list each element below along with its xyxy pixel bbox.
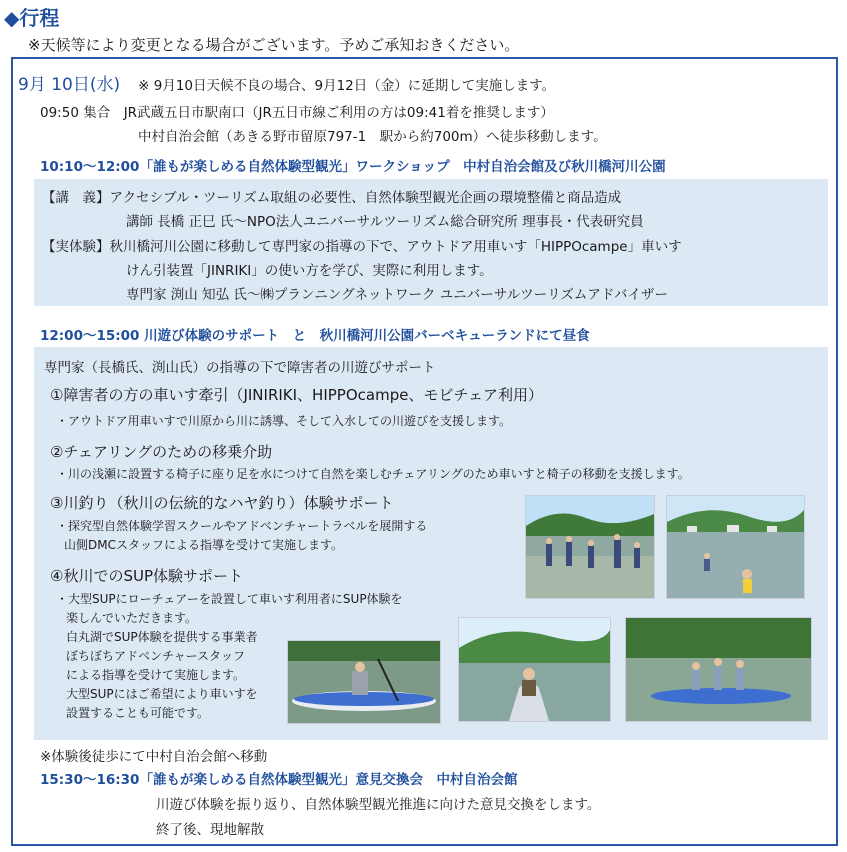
weather-notice: ※天候等により変更となる場合がございます。予めご承知おきください。 [28, 36, 520, 54]
date-line [18, 70, 555, 95]
session1-line: 講師 長橋 正巳 氏～NPO法人ユニバーサルツーリズム総合研究所 理事長・代表研究員 [126, 214, 644, 230]
session1-line: けん引装置「JINRIKI」の使い方を学び、実際に利用します。 [126, 263, 493, 279]
session1-line: 【実体験】秋川橋河川公園に移動して専門家の指導の下で、アウトドア用車いす「HIPPOcampe」車いす [42, 239, 682, 255]
activity-title: ①障害者の方の車いす牽引（JINIRIKI、HIPPOcampe、モビチェア利用） [50, 386, 543, 404]
activity-desc: 山側DMCスタッフによる指導を受けて実施します。 [64, 538, 344, 552]
session3-title: 15:30～16:30「誰もが楽しめる自然体験型観光」意見交換会 中村自治会館 [40, 772, 518, 788]
session2-title: 12:00～15:00 川遊び体験のサポート と 秋川橋河川公園バーベキューランドにて昼食 [40, 328, 590, 344]
page-heading: ◆行程 [4, 6, 60, 30]
activity-desc: ・大型SUPにローチェアーを設置して車いす利用者にSUP体験を [56, 592, 403, 606]
session2-intro: 専門家（長橋氏、渕山氏）の指導の下で障害者の川遊びサポート [44, 360, 436, 376]
sup-photo-2 [458, 617, 611, 722]
activity-desc: 楽しんでいただきます。 [66, 611, 198, 625]
sup-photo-1 [287, 640, 441, 724]
event-date: 9月 10日(水) [18, 75, 121, 95]
fishing-photo-2 [666, 495, 805, 599]
fishing-photo-1 [525, 495, 655, 599]
move-note: ※体験後徒歩にて中村自治会館へ移動 [40, 749, 268, 765]
activity-desc: 設置することも可能です。 [66, 706, 210, 720]
meeting-line-2: 中村自治会館（あきる野市留原797-1 駅から約700m）へ徒歩移動します。 [138, 129, 607, 145]
session3-line-1: 川遊び体験を振り返り、自然体験型観光推進に向けた意見交換をします。 [156, 797, 601, 813]
activity-title: ②チェアリングのための移乗介助 [50, 443, 273, 461]
activity-desc: 大型SUPにはご希望により車いすを [66, 687, 258, 701]
session1-line: 専門家 渕山 知弘 氏～㈱プランニングネットワーク ユニバーサルツーリズムアドバイザー [126, 287, 669, 303]
activity-desc: ・探究型自然体験学習スクールやアドベンチャートラベルを展開する [56, 519, 428, 533]
session3-line-2: 終了後、現地解散 [156, 822, 264, 838]
meeting-line-1: 09:50 集合 JR武蔵五日市駅南口（JR五日市線ご利用の方は09:41着を推奨します） [40, 105, 554, 121]
activity-desc: による指導を受けて実施します。 [66, 668, 246, 682]
activity-desc: ぼちぼちアドベンチャースタッフ [66, 649, 246, 663]
postpone-note: ※ 9月10日天候不良の場合、9月12日（金）に延期して実施します。 [138, 78, 556, 94]
sup-photo-3 [625, 617, 812, 722]
activity-desc: ・アウトドア用車いすで川原から川に誘導、そして入水しての川遊びを支援します。 [56, 414, 512, 428]
activity-desc: 白丸湖でSUP体験を提供する事業者 [66, 630, 258, 644]
activity-title: ③川釣り（秋川の伝統的なハヤ釣り）体験サポート [50, 494, 394, 512]
activity-title: ④秋川でのSUP体験サポート [50, 567, 243, 585]
activity-desc: ・川の浅瀬に設置する椅子に座り足を水につけて自然を楽しむチェアリングのため車いすと椅子の移動を支援します。 [56, 467, 690, 481]
session1-title: 10:10～12:00「誰もが楽しめる自然体験型観光」ワークショップ 中村自治会館及び秋川橋河川公園 [40, 159, 666, 175]
session1-line: 【講 義】アクセシブル・ツーリズム取組の必要性、自然体験型観光企画の環境整備と商品造成 [42, 190, 622, 206]
